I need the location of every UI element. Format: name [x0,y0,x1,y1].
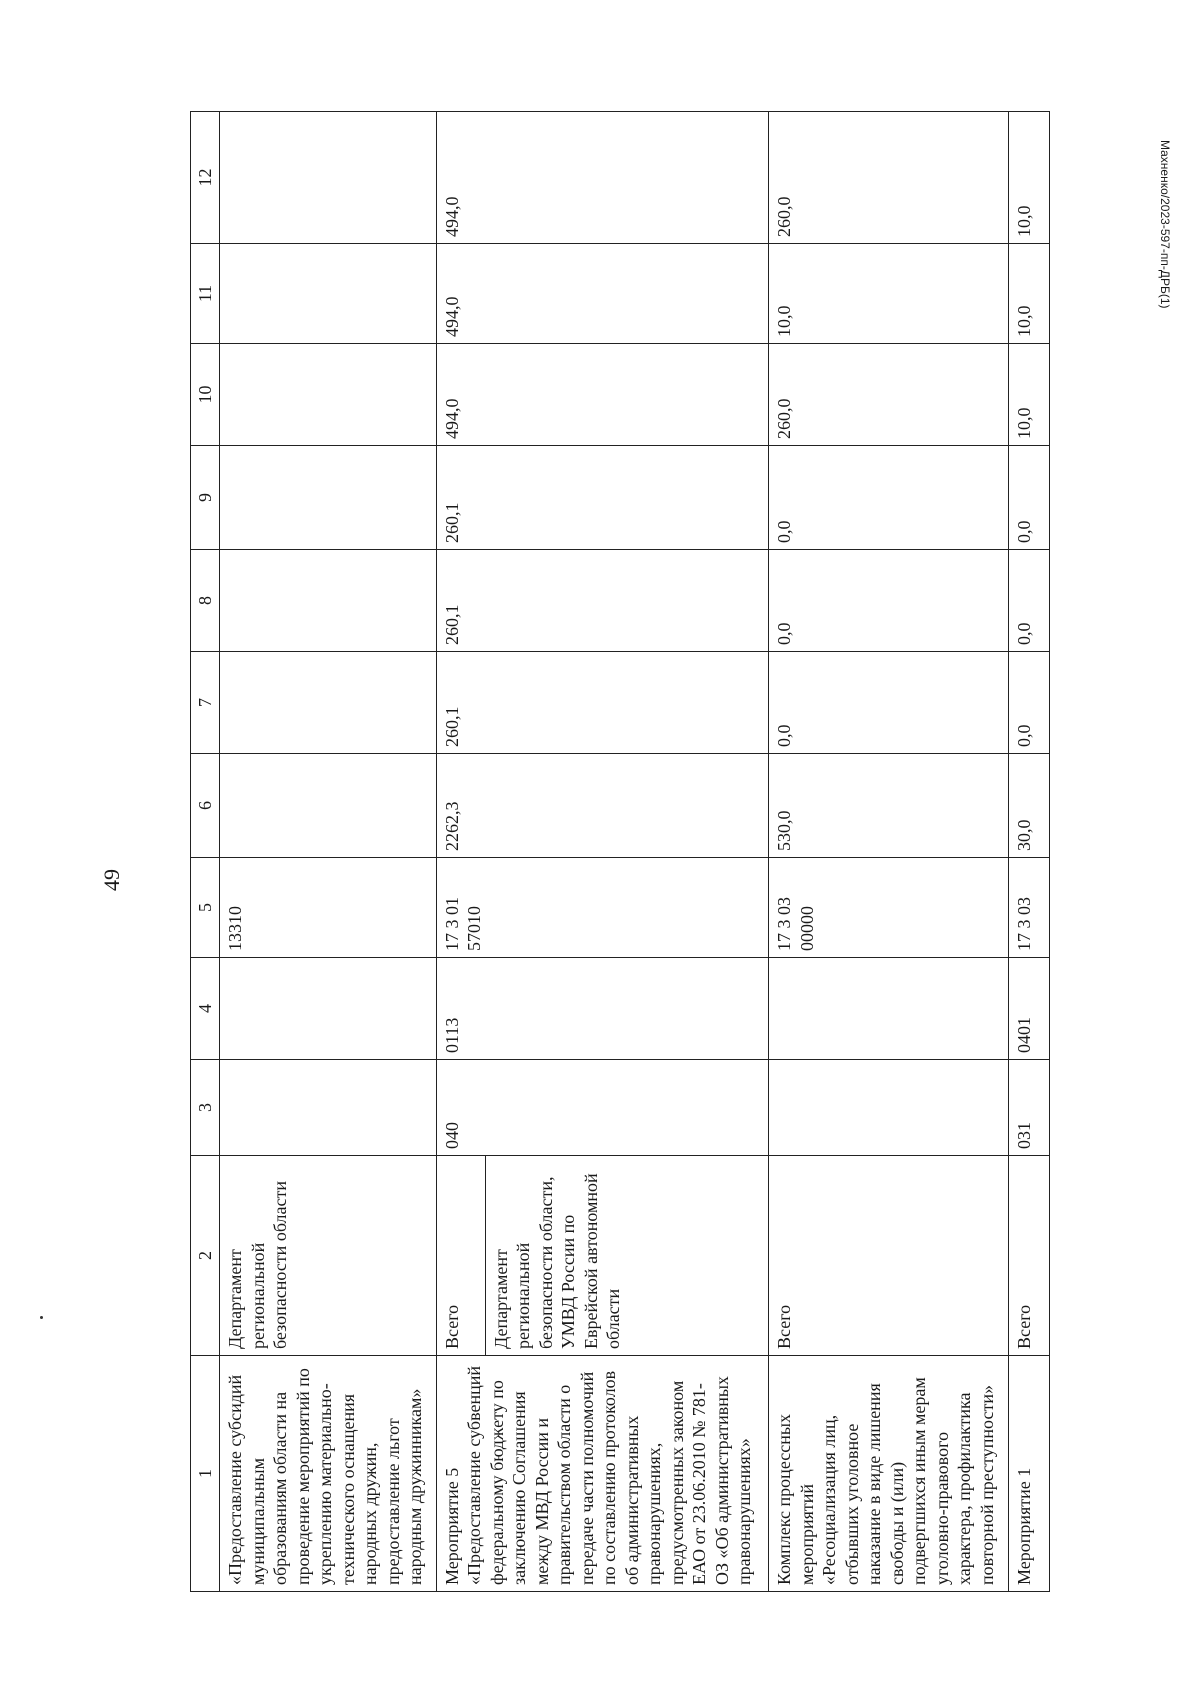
cell-value [220,344,437,446]
cell-csr: 17 3 01 57010 [436,858,768,958]
cell-value: 0,0 [769,446,1009,550]
cell-value: 494,0 [436,244,768,344]
cell-rzpr: 0401 [1008,958,1049,1060]
cell-value: 0,0 [1008,446,1049,550]
header-col-7: 7 [191,652,220,754]
cell-value: 530,0 [769,754,1009,858]
cell-value: 260,1 [436,550,768,652]
header-col-6: 6 [191,754,220,858]
cell-value [220,550,437,652]
cell-executor-names: Департамент региональной безопасности области, УМВД России по Еврейской автономной области [485,1156,629,1355]
header-col-2: 2 [191,1156,220,1356]
cell-value: 10,0 [1008,244,1049,344]
cell-value: 260,1 [436,446,768,550]
table-row [769,112,1009,1592]
page-number: 49 [99,869,124,891]
cell-description: Мероприятие 5 «Предоставление субвенций федеральному бюджету по заключению Соглашения между МВД России и правительством области о передаче части полномочий по составлению протоколов об административных правонарушениях, предусмотренных законом ЕАО от 23.06.2010 № 781-ОЗ «Об административных правонарушениях» [436,1356,768,1592]
cell-value [220,112,437,244]
cell-rzpr [220,958,437,1060]
header-col-10: 10 [191,344,220,446]
document-id-footer: Махненко/2023-597-пп-ДРБ(1) [1158,140,1172,309]
cell-executor: Всего [769,1156,1009,1356]
cell-value: 10,0 [1008,344,1049,446]
cell-csr: 17 3 03 00000 [769,858,1009,958]
cell-value: 30,0 [1008,754,1049,858]
cell-value: 0,0 [769,652,1009,754]
cell-value [220,244,437,344]
cell-value: 260,0 [769,112,1009,244]
budget-table [190,111,1050,1592]
cell-csr: 13310 [220,858,437,958]
header-col-9: 9 [191,446,220,550]
table-row [1008,112,1049,1592]
header-col-8: 8 [191,550,220,652]
cell-value [220,446,437,550]
cell-executor: Всего [1008,1156,1049,1356]
header-col-5: 5 [191,858,220,958]
cell-value: 0,0 [769,550,1009,652]
cell-value: 0,0 [1008,550,1049,652]
table-row [436,112,768,1592]
header-col-1: 1 [191,1356,220,1592]
cell-value: 2262,3 [436,754,768,858]
cell-value: 0,0 [1008,652,1049,754]
header-col-11: 11 [191,244,220,344]
cell-description: Комплекс процессных мероприятий «Ресоциализация лиц, отбывших уголовное наказание в виде лишения свободы и (или) подвергшихся иным мерам уголовно-правового характера, профилактика повторной преступности» [769,1356,1009,1592]
scan-speck [40,1316,43,1319]
cell-total-label: Всего [441,1304,462,1349]
header-col-3: 3 [191,1060,220,1156]
header-row [191,112,220,1592]
cell-executor [436,1156,768,1356]
cell-value: 10,0 [1008,112,1049,244]
header-col-4: 4 [191,958,220,1060]
cell-grbs: 031 [1008,1060,1049,1156]
cell-description: «Предоставление субсидий муниципальным образованиям области на проведение мероприятий по укреплению материально-технического оснащения народных дружин, предоставление льгот народным дружинникам» [220,1356,437,1592]
cell-grbs [220,1060,437,1156]
cell-value [220,652,437,754]
rotated-table-container [190,112,1050,1592]
cell-value [220,754,437,858]
cell-grbs [769,1060,1009,1156]
cell-csr: 17 3 03 [1008,858,1049,958]
table-row [220,112,437,1592]
cell-description: Мероприятие 1 [1008,1356,1049,1592]
cell-value: 260,0 [769,344,1009,446]
cell-grbs: 040 [436,1060,768,1156]
header-col-12: 12 [191,112,220,244]
cell-value: 10,0 [769,244,1009,344]
cell-executor: Департамент региональной безопасности области [220,1156,437,1356]
cell-value: 494,0 [436,344,768,446]
cell-rzpr [769,958,1009,1060]
cell-value: 260,1 [436,652,768,754]
cell-rzpr: 0113 [436,958,768,1060]
cell-value: 494,0 [436,112,768,244]
